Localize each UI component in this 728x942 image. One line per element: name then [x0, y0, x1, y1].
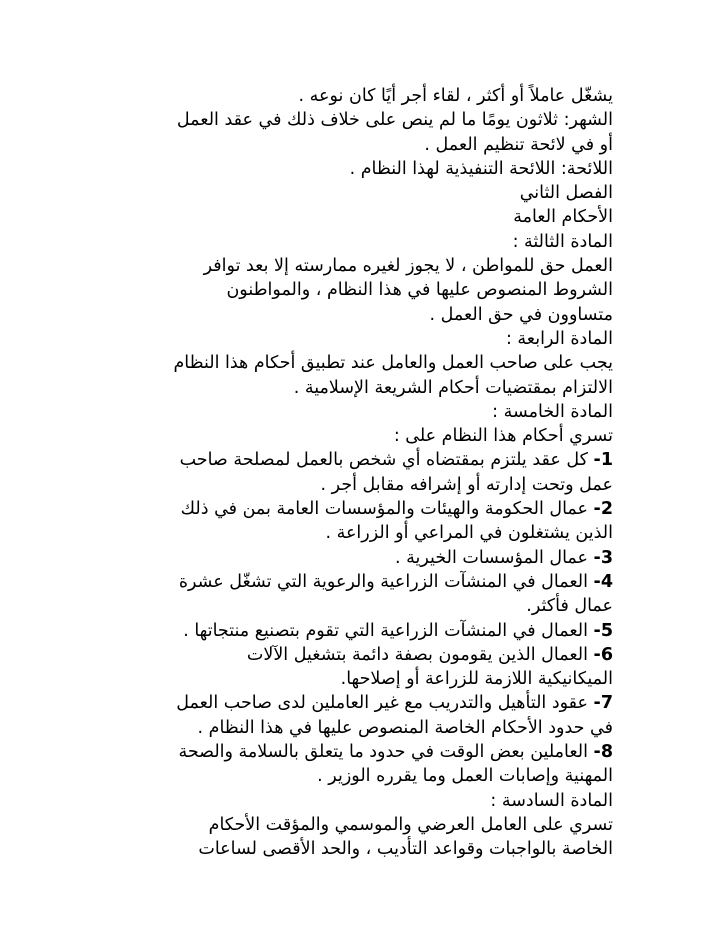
- chapter-subtitle: الأحكام العامة: [513, 207, 613, 228]
- chapter-title: الفصل الثاني: [519, 183, 613, 204]
- text-line: الشهر: ثلاثون يومًا ما لم ينص على خلاف ذلك في عقد العمل: [176, 110, 613, 131]
- article-heading: المادة الثالثة :: [512, 231, 613, 252]
- article-heading: المادة الخامسة :: [492, 401, 613, 422]
- text-line: اللائحة: اللائحة التنفيذية لهذا النظام .: [349, 158, 613, 179]
- list-item: 1- كل عقد يلتزم بمقتضاه أي شخص بالعمل لمصلحة صاحب: [179, 450, 613, 471]
- text-line: متساوون في حق العمل .: [429, 304, 613, 325]
- text-line: يشغّل عاملاً أو أكثر ، لقاء أجر أيًا كان نوعه .: [298, 86, 613, 106]
- list-item: 7- عقود التأهيل والتدريب مع غير العاملين لدى صاحب العمل: [176, 693, 613, 714]
- text-line: في حدود الأحكام الخاصة المنصوص عليها في هذا النظام .: [197, 717, 613, 738]
- text-line: تسري أحكام هذا النظام على :: [393, 426, 613, 447]
- document-body: [100, 84, 613, 862]
- text-line: عمل وتحت إدارته أو إشرافه مقابل أجر .: [320, 474, 613, 495]
- text-line: الالتزام بمقتضيات أحكام الشريعة الإسلامية .: [293, 377, 613, 398]
- list-item: 3- عمال المؤسسات الخيرية .: [395, 547, 613, 568]
- text-line: المهنية وإصابات العمل وما يقرره الوزير .: [317, 766, 613, 787]
- article-heading: المادة الرابعة :: [505, 328, 613, 349]
- text-line: الخاصة بالواجبات وقواعد التأديب ، والحد الأقصى لساعات: [198, 839, 613, 860]
- text-line: العمل حق للمواطن ، لا يجوز لغيره ممارسته إلا بعد توافر: [203, 256, 613, 277]
- text-line: الشروط المنصوص عليها في هذا النظام ، والمواطنون: [226, 280, 613, 301]
- list-item: 2- عمال الحكومة والهيئات والمؤسسات العامة بمن في ذلك: [180, 499, 613, 520]
- list-item: 8- العاملين بعض الوقت في حدود ما يتعلق بالسلامة والصحة: [178, 742, 613, 763]
- article-heading: المادة السادسة :: [490, 790, 613, 811]
- text-line: يجب على صاحب العمل والعامل عند تطبيق أحكام هذا النظام: [173, 353, 613, 374]
- list-item: 6- العمال الذين يقومون بصفة دائمة بتشغيل الآلات: [246, 644, 613, 665]
- text-line: أو في لائحة تنظيم العمل .: [424, 134, 613, 155]
- text-line: الذين يشتغلون في المراعي أو الزراعة .: [325, 523, 613, 544]
- list-item: 5- العمال في المنشآت الزراعية التي تقوم بتصنيع منتجاتها .: [183, 620, 613, 641]
- text-line: الميكانيكية اللازمة للزراعة أو إصلاحها.: [340, 669, 613, 690]
- list-item: 4- العمال في المنشآت الزراعية والرعوية التي تشغّل عشرة: [178, 571, 613, 592]
- text-line: عمال فأكثر.: [526, 596, 613, 617]
- text-line: تسري على العامل العرضي والموسمي والمؤقت الأحكام: [208, 814, 613, 835]
